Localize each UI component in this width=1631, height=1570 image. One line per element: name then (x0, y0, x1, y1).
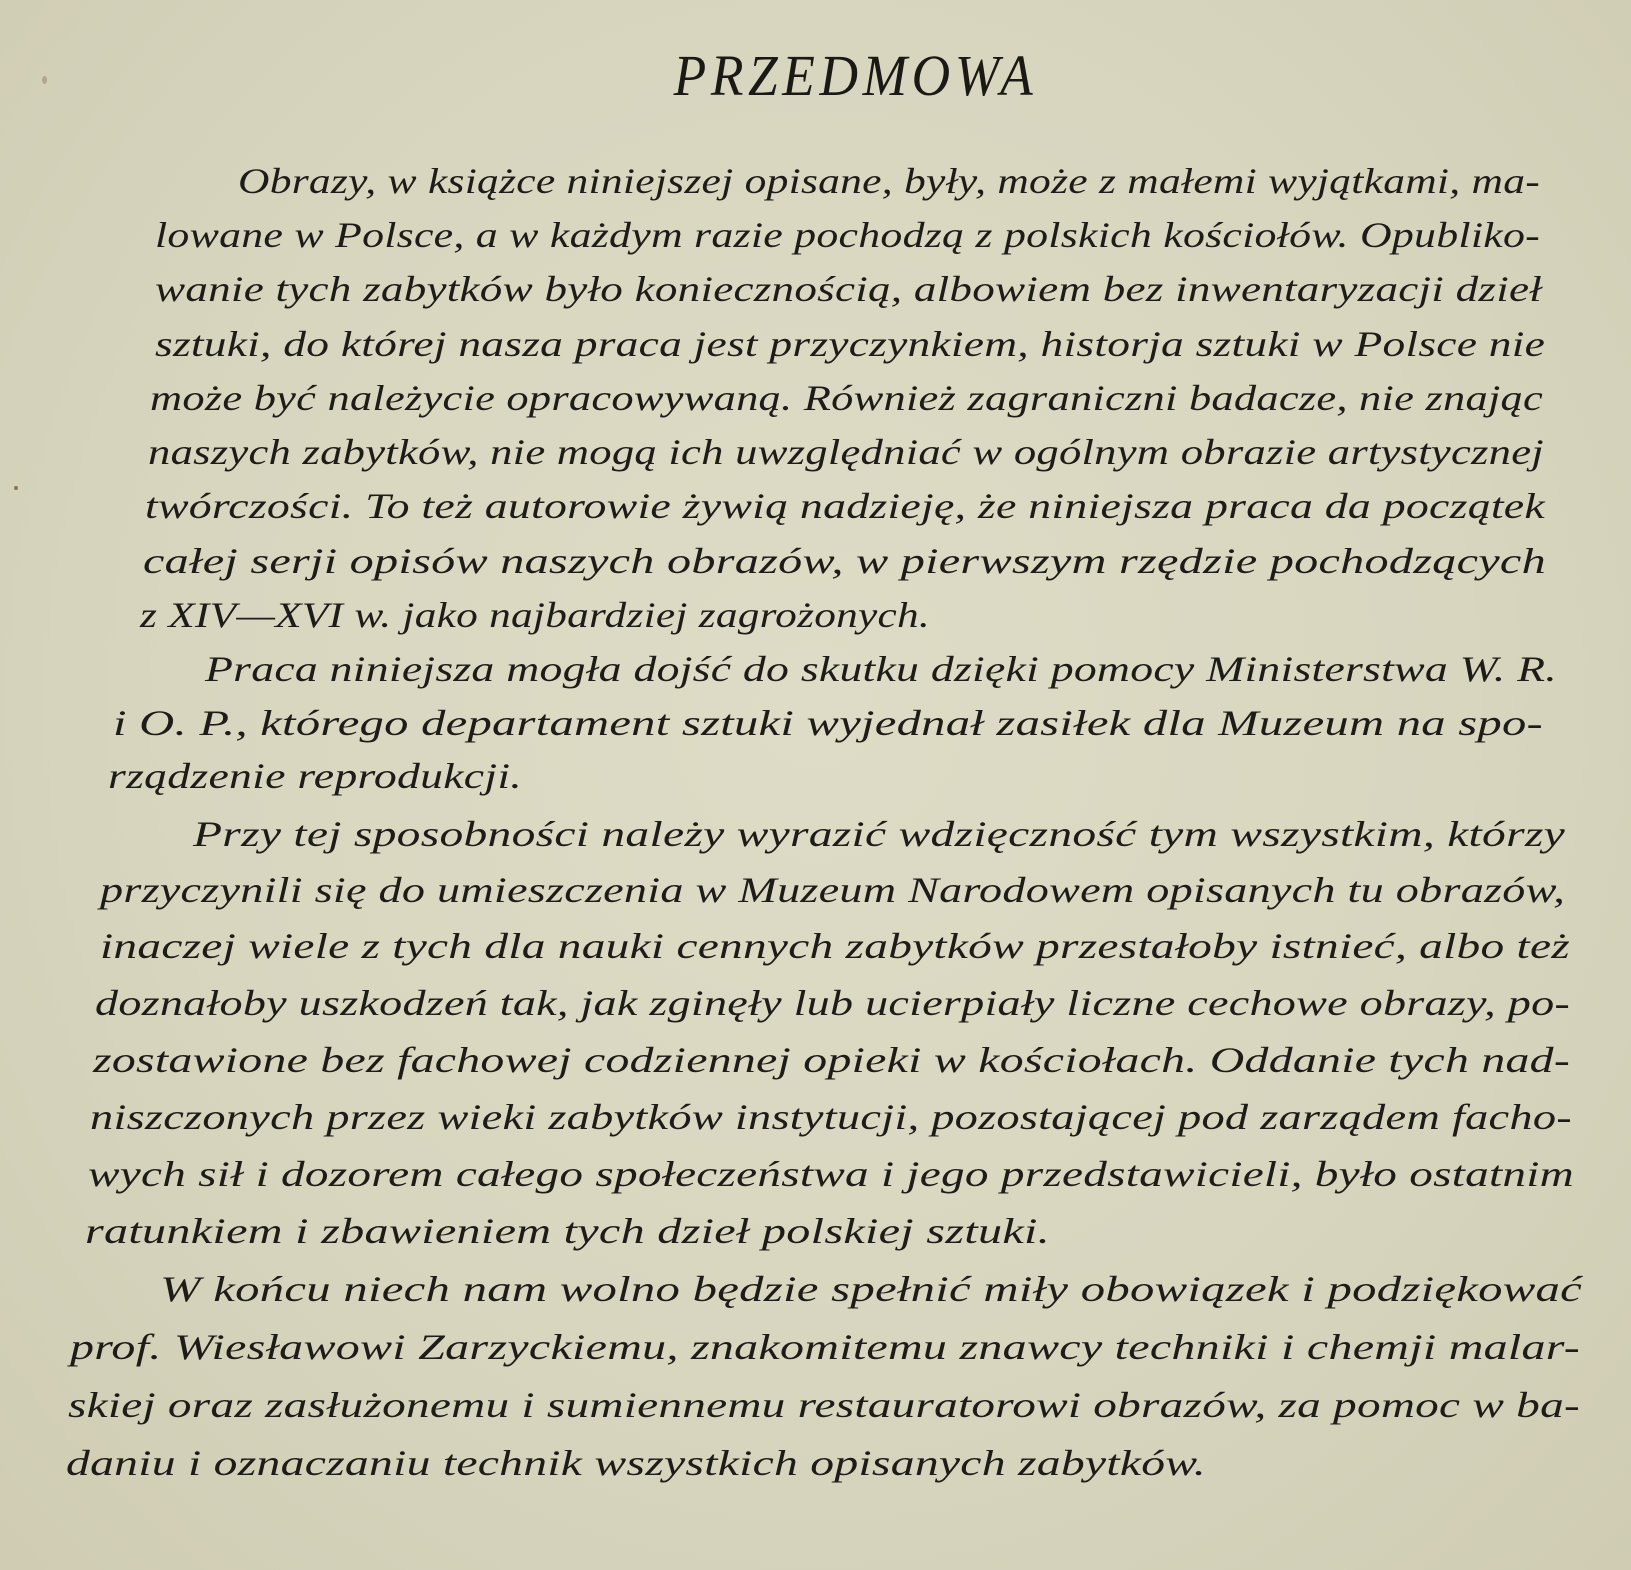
page-title: PRZEDMOWA (673, 43, 1038, 108)
text-line: skiej oraz zasłużonemu i sumiennemu restauratorowi obrazów, za pomoc w ba- (68, 1385, 1580, 1425)
text-line: inaczej wiele z tych dla nauki cennych zabytków przestałoby istnieć, albo też (100, 926, 1570, 966)
text-line: zostawione bez fachowej codziennej opieki w kościołach. Oddanie tych nad- (93, 1040, 1571, 1080)
text-line: może być należycie opracowywaną. Również zagraniczni badacze, nie znając (150, 378, 1543, 418)
text-line: doznałoby uszkodzeń tak, jak zginęły lub ucierpiały liczne cechowe obrazy, po- (95, 983, 1571, 1023)
text-line: całej serji opisów naszych obrazów, w pierwszym rzędzie pochodzących (143, 541, 1546, 581)
text-line: wych sił i dozorem całego społeczeństwa i jego przedstawicieli, było ostatnim (88, 1154, 1574, 1194)
text-line: Obrazy, w książce niniejszej opisane, były, może z małemi wyjątkami, ma- (238, 161, 1540, 201)
text-line: daniu i oznaczaniu technik wszystkich opisanych zabytków. (66, 1443, 1206, 1483)
text-line: ratunkiem i zbawieniem tych dzieł polskiej sztuki. (85, 1211, 1050, 1251)
text-line: Praca niniejsza mogła dojść do skutku dzięki pomocy Ministerstwa W. R. (205, 649, 1557, 689)
paper-blemish (42, 76, 47, 84)
text-line: Przy tej sposobności należy wyrazić wdzięczność tym wszystkim, którzy (193, 814, 1566, 854)
text-line: rządzenie reprodukcji. (108, 756, 523, 796)
text-line: z XIV—XVI w. jako najbardziej zagrożonych. (140, 595, 931, 635)
text-line: prof. Wiesławowi Zarzyckiemu, znakomitemu znawcy techniki i chemji malar- (70, 1327, 1581, 1367)
text-line: lowane w Polsce, a w każdym razie pochodzą z polskich kościołów. Opubliko- (155, 215, 1540, 255)
text-line: niszczonych przez wieki zabytków instytucji, pozostającej pod zarządem facho- (90, 1097, 1573, 1137)
paper-blemish (14, 486, 18, 490)
text-line: naszych zabytków, nie mogą ich uwzględniać w ogólnym obrazie artystycznej (148, 432, 1544, 472)
text-line: W końcu niech nam wolno będzie spełnić miły obowiązek i podziękować (160, 1269, 1583, 1309)
text-line: wanie tych zabytków było koniecznością, albowiem bez inwentaryzacji dzieł (155, 269, 1543, 309)
text-line: twórczości. To też autorowie żywią nadzieję, że niniejsza praca da początek (145, 486, 1545, 526)
text-line: sztuki, do której nasza praca jest przyczynkiem, historja sztuki w Polsce nie (155, 324, 1546, 364)
text-line: przyczynili się do umieszczenia w Muzeum Narodowem opisanych tu obrazów, (100, 870, 1566, 910)
text-line: i O. P., którego departament sztuki wyjednał zasiłek dla Muzeum na spo- (113, 703, 1543, 743)
